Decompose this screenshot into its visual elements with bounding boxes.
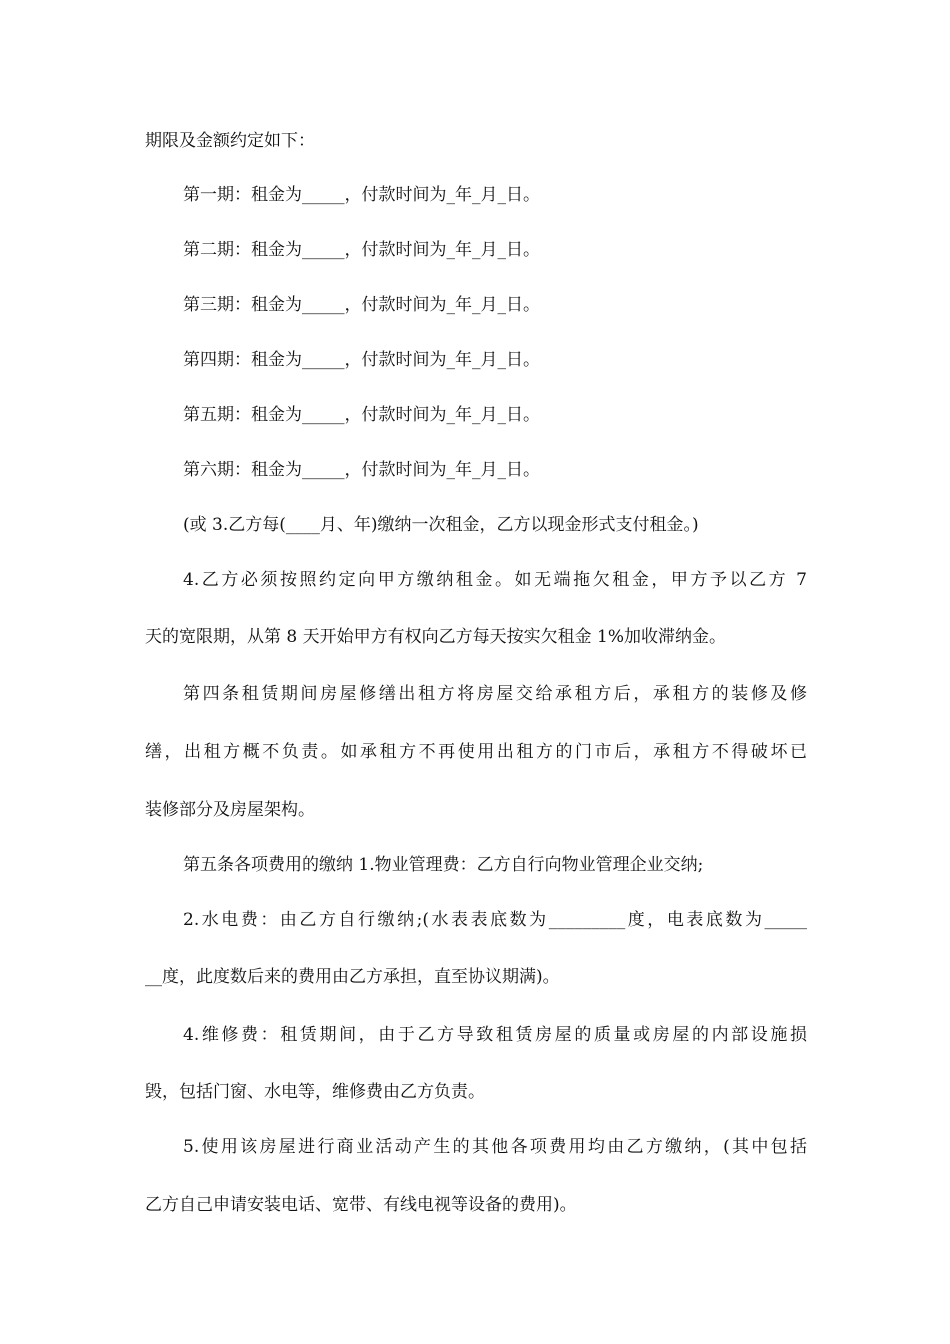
text-line: 第二期：租金为_____，付款时间为_年_月_日。 [183, 240, 540, 260]
text-line: 第一期：租金为_____，付款时间为_年_月_日。 [183, 185, 540, 205]
text-line: 第五条各项费用的缴纳 1.物业管理费：乙方自行向物业管理企业交纳; [183, 855, 704, 875]
text-line: 2.水电费：由乙方自行缴纳;(水表表底数为_________度，电表底数为_____ [183, 910, 807, 930]
text-line: 4.乙方必须按照约定向甲方缴纳租金。如无端拖欠租金，甲方予以乙方 7 [183, 570, 807, 590]
text-line: 4.维修费：租赁期间，由于乙方导致租赁房屋的质量或房屋的内部设施损 [183, 1025, 807, 1045]
text-line: 天的宽限期，从第 8 天开始甲方有权向乙方每天按实欠租金 1%加收滞纳金。 [145, 627, 726, 647]
text-line: 毁，包括门窗、水电等，维修费由乙方负责。 [145, 1082, 485, 1102]
text-line: 期限及金额约定如下： [145, 131, 315, 151]
text-line: 缮，出租方概不负责。如承租方不再使用出租方的门市后，承租方不得破坏已 [145, 742, 807, 762]
text-line: 第三期：租金为_____，付款时间为_年_月_日。 [183, 295, 540, 315]
text-line: 第四条租赁期间房屋修缮出租方将房屋交给承租方后，承租方的装修及修 [183, 684, 807, 704]
text-line: 第五期：租金为_____，付款时间为_年_月_日。 [183, 405, 540, 425]
text-line: 第四期：租金为_____，付款时间为_年_月_日。 [183, 350, 540, 370]
text-line: 乙方自己申请安装电话、宽带、有线电视等设备的费用)。 [145, 1195, 577, 1215]
text-line: 装修部分及房屋架构。 [145, 800, 315, 820]
text-line: __度，此度数后来的费用由乙方承担，直至协议期满)。 [145, 967, 560, 987]
text-line: 第六期：租金为_____，付款时间为_年_月_日。 [183, 460, 540, 480]
text-line: (或 3.乙方每(____月、年)缴纳一次租金，乙方以现金形式支付租金。) [183, 515, 699, 535]
text-line: 5.使用该房屋进行商业活动产生的其他各项费用均由乙方缴纳，(其中包括 [183, 1137, 807, 1157]
